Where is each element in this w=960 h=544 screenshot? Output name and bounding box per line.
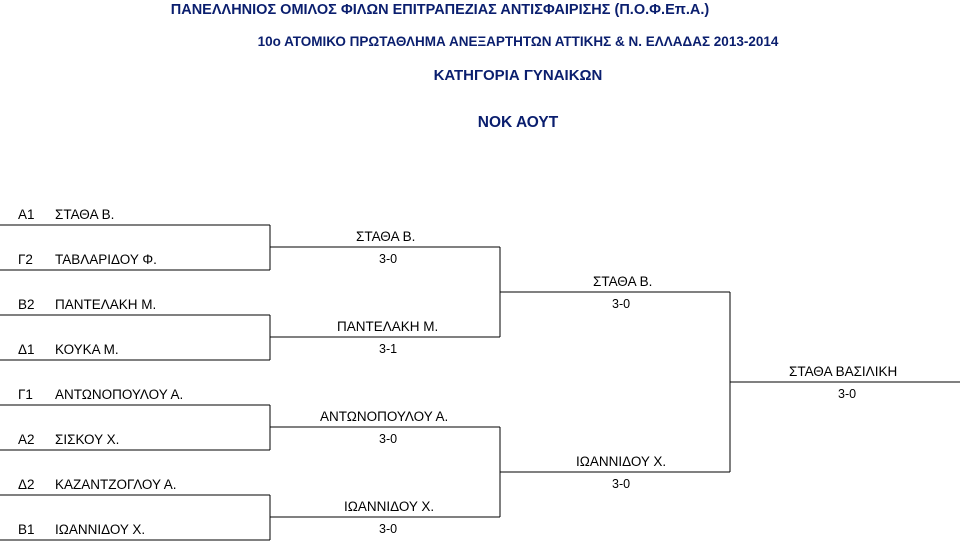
match-score: 3-0 (612, 297, 631, 311)
player-name: ΤΑΒΛΑΡΙΔΟΥ Φ. (55, 252, 157, 267)
player-name: ΚΑΖΑΝΤΖΟΓΛΟΥ Α. (55, 477, 177, 492)
championship-title: 10ο ΑΤΟΜΙΚΟ ΠΡΩΤΑΘΛΗΜΑ ΑΝΕΞΑΡΤΗΤΩΝ ΑΤΤΙΚΗΣ & Ν. ΕΛΛΑΔΑΣ 2013-2014 (257, 34, 779, 49)
match-score: 3-0 (379, 432, 398, 446)
player-name: ΑΝΤΩΝΟΠΟΥΛΟΥ Α. (55, 387, 184, 402)
match-winner: ΙΩΑΝΝΙΔΟΥ Χ. (576, 454, 667, 469)
match-winner: ΣΤΑΘΑ Β. (356, 229, 416, 244)
seed-label: Β2 (18, 297, 35, 312)
seed-label: Β1 (18, 522, 35, 537)
seed-label: Γ2 (18, 252, 33, 267)
match-winner: ΙΩΑΝΝΙΔΟΥ Χ. (344, 499, 435, 514)
player-name: ΣΤΑΘΑ Β. (55, 207, 115, 222)
player-name: ΠΑΝΤΕΛΑΚΗ Μ. (55, 297, 157, 312)
seed-label: Δ1 (18, 342, 35, 357)
match-score: 3-0 (379, 522, 398, 536)
final-score: 3-0 (838, 387, 857, 401)
match-score: 3-1 (379, 342, 398, 356)
match-winner: ΣΤΑΘΑ Β. (593, 274, 653, 289)
champion-name: ΣΤΑΘΑ ΒΑΣΙΛΙΚΗ (789, 364, 898, 379)
event-title: ΝΟΚ ΑΟΥΤ (477, 114, 559, 131)
player-name: ΚΟΥΚΑ Μ. (55, 342, 119, 357)
category-title: ΚΑΤΗΓΟΡΙΑ ΓΥΝΑΙΚΩΝ (433, 67, 603, 84)
match-score: 3-0 (612, 477, 631, 491)
seed-label: Γ1 (18, 387, 33, 402)
seed-label: Δ2 (18, 477, 35, 492)
match-winner: ΠΑΝΤΕΛΑΚΗ Μ. (337, 319, 439, 334)
match-winner: ΑΝΤΩΝΟΠΟΥΛΟΥ Α. (320, 409, 449, 424)
federation-title: ΠΑΝΕΛΛΗΝΙΟΣ ΟΜΙΛΟΣ ΦΙΛΩΝ ΕΠΙΤΡΑΠΕΖΙΑΣ ΑΝΤΙΣΦΑΙΡΙΣΗΣ (Π.Ο.Φ.Επ.Α.) (170, 2, 710, 18)
seed-label: Α2 (18, 432, 35, 447)
player-name: ΣΙΣΚΟΥ Χ. (55, 432, 120, 447)
seed-label: Α1 (18, 207, 35, 222)
player-name: ΙΩΑΝΝΙΔΟΥ Χ. (55, 522, 146, 537)
match-score: 3-0 (379, 252, 398, 266)
